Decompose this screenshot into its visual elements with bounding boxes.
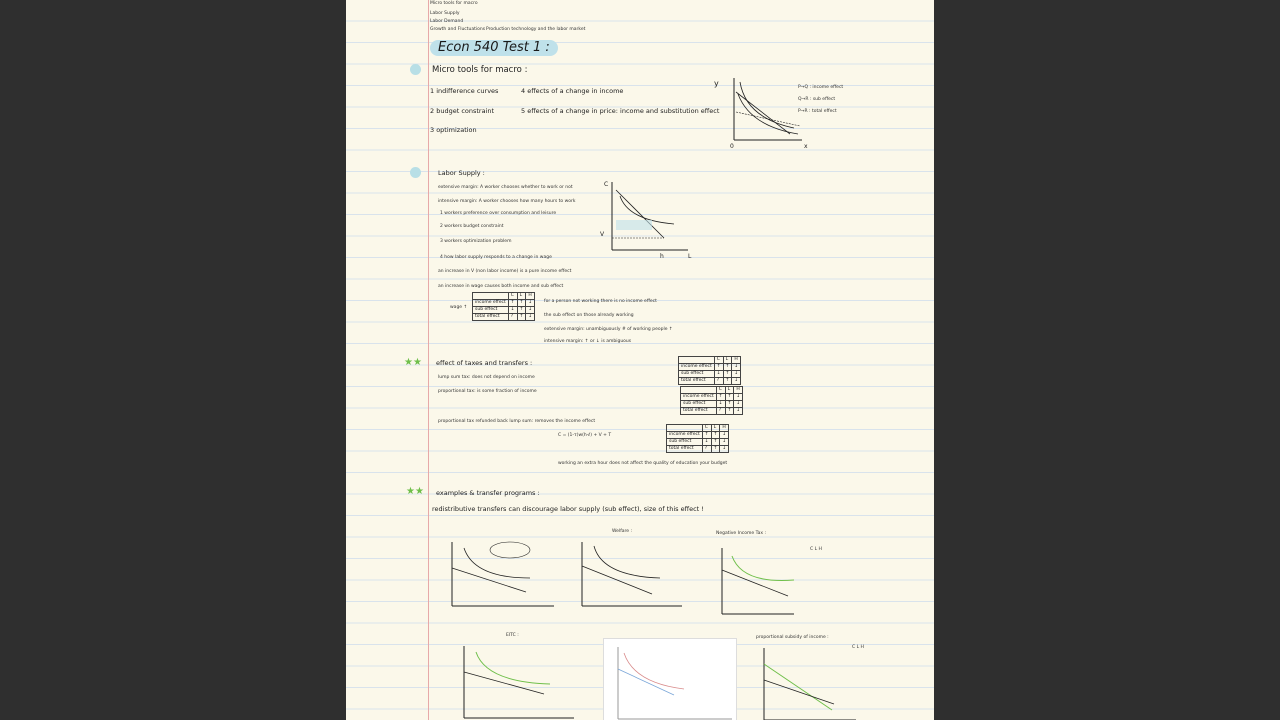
header-line-2: Labor Supply bbox=[430, 11, 460, 16]
labor-supply-graph bbox=[594, 176, 694, 262]
embedded-screenshot bbox=[603, 638, 737, 720]
effect-table-tax-2: C L H income effect ↑ ↑ ↓ sub effect ↓ ↑ ↓ total effect ? ↑ ↓ bbox=[680, 386, 743, 415]
effect-1: P→Q : income effect bbox=[798, 85, 844, 90]
nit-table-header: C L H bbox=[810, 547, 822, 552]
effect-table-labor: C L H income effect ↑ ↑ ↓ sub effect ↓ ↑ ↓ total effect ? ↑ ↓ bbox=[472, 292, 535, 321]
wage-note-2: the sub effect on those already working bbox=[544, 313, 634, 318]
labor-bullet-4: 2 workers budget constraint bbox=[440, 224, 504, 229]
welfare-heading: examples & transfer programs : bbox=[436, 489, 540, 497]
tax-line-3: proportional tax refunded back lump sum: removes the income effect bbox=[438, 419, 596, 424]
tax-formula: C = (1-τ)w(h-ℓ) + V + T bbox=[558, 433, 612, 438]
wage-label: wage ↑ bbox=[450, 305, 468, 310]
labor-heading: Labor Supply : bbox=[438, 169, 485, 177]
micro-item-4: 4 effects of a change in income bbox=[521, 87, 624, 95]
star-icon: ★★ bbox=[404, 357, 422, 368]
effect-table-tax-3: C L H income effect ↑ ↑ ↓ sub effect ↓ ↑ ↓ total effect ? ↑ ↓ bbox=[666, 424, 729, 453]
micro-heading: Micro tools for macro : bbox=[432, 65, 528, 75]
left-dark-border bbox=[0, 0, 346, 720]
labor-graph-v-label: V bbox=[600, 231, 605, 238]
tax-line-2: proportional tax: is some fraction of income bbox=[438, 389, 537, 394]
section-dot bbox=[410, 167, 421, 178]
labor-graph-c-label: C bbox=[604, 181, 609, 188]
graph-title-subsidy: proportional subsidy of income : bbox=[756, 635, 829, 640]
header-line-3: Labor Demand bbox=[430, 19, 464, 24]
wage-note-4: intensive margin: ↑ or ↓ is ambiguous bbox=[544, 339, 632, 344]
labor-graph-h-label: h bbox=[660, 253, 664, 260]
micro-item-5: 5 effects of a change in price: income and substitution effect bbox=[521, 107, 720, 115]
header-line-4: Growth and Fluctuations bbox=[430, 27, 486, 32]
eitc-graph bbox=[454, 642, 578, 720]
right-dark-border bbox=[934, 0, 1280, 720]
margin-line bbox=[428, 0, 429, 720]
page-title: Econ 540 Test 1 : bbox=[430, 40, 558, 56]
labor-bullet-2: intensive margin: A worker chooses how many hours to work bbox=[438, 199, 576, 204]
wage-note-1: for a person not working there is no income effect bbox=[544, 299, 657, 304]
tax-note: working an extra hour does not affect the quality of education your budget bbox=[558, 461, 728, 466]
graph-x-label: x bbox=[804, 143, 808, 150]
welfare-graph-1 bbox=[440, 538, 560, 614]
micro-item-1: 1 indifference curves bbox=[430, 87, 499, 95]
effect-3: P→R : total effect bbox=[798, 109, 837, 114]
micro-item-3: 3 optimization bbox=[430, 126, 477, 134]
labor-note-1: an increase in V (non labor income) is a pure income effect bbox=[438, 269, 572, 274]
header-line-5: Production technology and the labor market bbox=[486, 27, 586, 32]
welfare-graph-2 bbox=[578, 538, 688, 614]
star-icon: ★★ bbox=[406, 486, 424, 497]
tax-line-1: lump sum tax: does not depend on income bbox=[438, 375, 535, 380]
subsidy-graph bbox=[756, 644, 876, 720]
micro-item-2: 2 budget constraint bbox=[430, 107, 495, 115]
labor-bullet-1: extensive margin: A worker chooses whether to work or not bbox=[438, 185, 573, 190]
graph-title-nit: Negative Income Tax : bbox=[716, 531, 766, 536]
labor-bullet-3: 1 workers preference over consumption and leisure bbox=[440, 211, 557, 216]
graph-title-welfare: Welfare : bbox=[612, 529, 633, 534]
notes-page[interactable] bbox=[346, 0, 934, 720]
labor-note-2: an increase in wage causes both income and sub effect bbox=[438, 284, 564, 289]
section-dot bbox=[410, 64, 421, 75]
taxes-heading: effect of taxes and transfers : bbox=[436, 359, 533, 367]
welfare-subheading: redistributive transfers can discourage labor supply (sub effect), size of this effect ! bbox=[432, 505, 704, 513]
labor-bullet-6: 4 how labor supply responds to a change in wage bbox=[440, 255, 552, 260]
graph-title-eitc: EITC : bbox=[506, 633, 519, 638]
graph-origin-label: 0 bbox=[730, 143, 734, 150]
subsidy-table-header: C L H bbox=[852, 645, 864, 650]
effect-table-tax-1: C L H income effect ↑ ↑ ↓ sub effect ↓ ↑ ↓ total effect ? ↑ ↓ bbox=[678, 356, 741, 385]
labor-bullet-5: 3 workers optimization problem bbox=[440, 239, 512, 244]
wage-note-3: extensive margin: unambiguously # of working people ↑ bbox=[544, 327, 673, 332]
embedded-chart bbox=[604, 639, 736, 720]
indifference-graph bbox=[710, 72, 810, 150]
effect-2: Q→R : sub effect bbox=[798, 97, 836, 102]
header-line-1: Micro tools for macro bbox=[430, 1, 478, 6]
labor-graph-l-label: L bbox=[688, 253, 692, 260]
graph-y-label: y bbox=[714, 79, 719, 88]
welfare-graph-3 bbox=[718, 544, 838, 620]
